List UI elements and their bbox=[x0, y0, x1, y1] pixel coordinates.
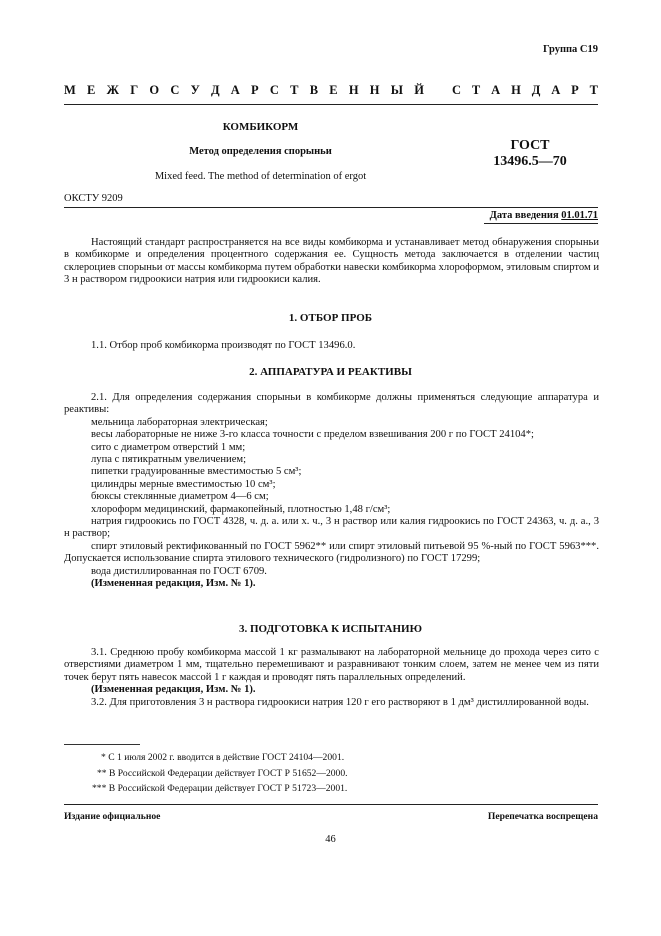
footnote-3: *** В Российской Федерации действует ГОСТ Р 51723—2001. bbox=[92, 783, 348, 794]
footnotes bbox=[64, 750, 484, 797]
banner-letter: Ы bbox=[390, 83, 404, 97]
paragraph-2-1: 2.1. Для определения содержания спорыньи в комбикорме должны применяться следующие аппаратура и реактивы: bbox=[64, 392, 599, 416]
list-item: вода дистиллированная по ГОСТ 6709. bbox=[91, 565, 267, 577]
okstu-rule bbox=[64, 207, 598, 208]
footer-rule bbox=[64, 804, 598, 805]
intro-date-label: Дата введения bbox=[489, 210, 559, 221]
footnote-1: * С 1 июля 2002 г. вводится в действие ГОСТ 24104—2001. bbox=[101, 752, 345, 763]
list-item: мельница лабораторная электрическая; bbox=[91, 416, 268, 428]
date-underline bbox=[484, 223, 598, 224]
banner-letter: Н bbox=[369, 83, 380, 97]
intro-date-value: 01.01.71 bbox=[561, 210, 598, 221]
banner-letter: С bbox=[269, 83, 279, 97]
official-edition: Издание официальное bbox=[64, 811, 161, 822]
banner-letter: Т bbox=[471, 83, 481, 97]
document-title: КОМБИКОРМ bbox=[222, 121, 299, 133]
list-item: весы лабораторные не ниже 3-го класса точности с пределом взвешивания 200 г по ГОСТ 24104*; bbox=[91, 429, 534, 441]
banner-letter: Т bbox=[589, 83, 598, 97]
section-2-heading: 2. АППАРАТУРА И РЕАКТИВЫ bbox=[249, 366, 412, 378]
banner-letter: Д bbox=[210, 83, 220, 97]
paragraph-3-1: 3.1. Среднюю пробу комбикорма массой 1 кг размалывают на лабораторной мельнице до прохода через сито с отверстиями диаметром 1 мм, тщательно перемешивают и разравнивают тонким слоем, затем не менее чем из пяти точек берут пять навесок массой 1 г каждая и проводят пять параллельных определений. bbox=[64, 647, 599, 683]
gost-label: ГОСТ bbox=[510, 138, 550, 153]
section-1-body bbox=[64, 340, 599, 352]
list-item: натрия гидроокись по ГОСТ 4328, ч. д. а. или х. ч., 3 н раствор или калия гидроокись по ГОСТ 24363, ч. д. а., 3 н раствор; bbox=[64, 516, 599, 540]
document-subtitle: Метод определения спорыньи bbox=[189, 146, 332, 157]
header-rule bbox=[64, 104, 598, 105]
banner-letter: А bbox=[230, 83, 240, 97]
banner-letter: В bbox=[309, 83, 319, 97]
amendment-note-2: (Измененная редакция, Изм. № 1). bbox=[91, 578, 256, 590]
list-item: сито с диаметром отверстий 1 мм; bbox=[91, 441, 246, 453]
interstate-standard-banner bbox=[64, 83, 598, 98]
list-item: бюксы стеклянные диаметром 4—6 см; bbox=[91, 491, 269, 503]
section-1-heading: 1. ОТБОР ПРОБ bbox=[288, 312, 373, 324]
banner-letter: М bbox=[64, 83, 76, 97]
banner-letter: Е bbox=[87, 83, 96, 97]
english-title: Mixed feed. The method of determination of ergot bbox=[154, 171, 367, 182]
amendment-note-3: (Измененная редакция, Изм. № 1). bbox=[91, 684, 256, 696]
section-3-body bbox=[64, 647, 599, 709]
list-item: лупа с пятикратным увеличением; bbox=[91, 454, 247, 466]
gost-code: 13496.5—70 bbox=[493, 154, 567, 169]
banner-letter: С bbox=[170, 83, 180, 97]
banner-letter: У bbox=[190, 83, 200, 97]
banner-letter: С bbox=[452, 83, 462, 97]
paragraph-1-1: 1.1. Отбор проб комбикорма производят по ГОСТ 13496.0. bbox=[91, 340, 356, 351]
banner-letter: А bbox=[551, 83, 561, 97]
page-number: 46 bbox=[325, 834, 336, 845]
intro-date bbox=[490, 210, 598, 221]
paragraph-3-2: 3.2. Для приготовления 3 н раствора гидроокиси натрия 120 г его растворяют в 1 дм³ дистиллированной воды. bbox=[91, 696, 589, 708]
banner-letter: Д bbox=[531, 83, 541, 97]
okstu-code: ОКСТУ 9209 bbox=[64, 193, 123, 204]
section-2-body bbox=[64, 392, 599, 591]
footnote-separator bbox=[64, 744, 140, 745]
intro-text: Настоящий стандарт распространяется на все виды комбикорма и устанавливает метод обнаружения спорыньи в комбикорме и определения процентного содержания ее. Сущность метода заключается в отделении частиц склероциев спорыньи от массы комбикорма путем обработки навески комбикорма хлороформом, этиловым спиртом и 3 н раствором гидроокиси натрия или гидроокиси калия. bbox=[64, 237, 599, 286]
banner-letter: Ж bbox=[106, 83, 119, 97]
group-code: Группа С19 bbox=[542, 44, 598, 55]
banner-letter: Г bbox=[130, 83, 139, 97]
banner-letter: Р bbox=[571, 83, 579, 97]
banner-word-interstate bbox=[64, 83, 424, 98]
banner-letter: Р bbox=[251, 83, 259, 97]
section-3-heading: 3. ПОДГОТОВКА К ИСПЫТАНИЮ bbox=[239, 623, 422, 635]
list-item: спирт этиловый ректификованный по ГОСТ 5962** или спирт этиловый питьевой 95 %-ный по ГОСТ 5963***. Допускается использование спирта этилового технического (гидролизного) по ГОСТ 17299; bbox=[64, 540, 599, 565]
intro-paragraph bbox=[64, 237, 599, 287]
list-item: хлороформ медицинский, фармакопейный, плотностью 1,48 г/см³; bbox=[91, 503, 391, 515]
banner-letter: А bbox=[491, 83, 501, 97]
banner-letter: Т bbox=[290, 83, 299, 97]
gost-number bbox=[470, 138, 590, 170]
list-item: цилиндры мерные вместимостью 10 см³; bbox=[91, 478, 276, 490]
reprint-prohibited: Перепечатка воспрещена bbox=[487, 811, 598, 822]
banner-letter: О bbox=[149, 83, 160, 97]
banner-letter: Н bbox=[511, 83, 521, 97]
list-item: пипетки градуированные вместимостью 5 см³; bbox=[91, 466, 302, 478]
banner-letter: Й bbox=[414, 83, 424, 97]
footnote-2: ** В Российской Федерации действует ГОСТ Р 51652—2000. bbox=[97, 767, 348, 779]
equipment-list bbox=[64, 417, 599, 578]
banner-word-standard bbox=[452, 83, 598, 98]
banner-letter: Е bbox=[329, 83, 338, 97]
banner-letter: Н bbox=[348, 83, 359, 97]
